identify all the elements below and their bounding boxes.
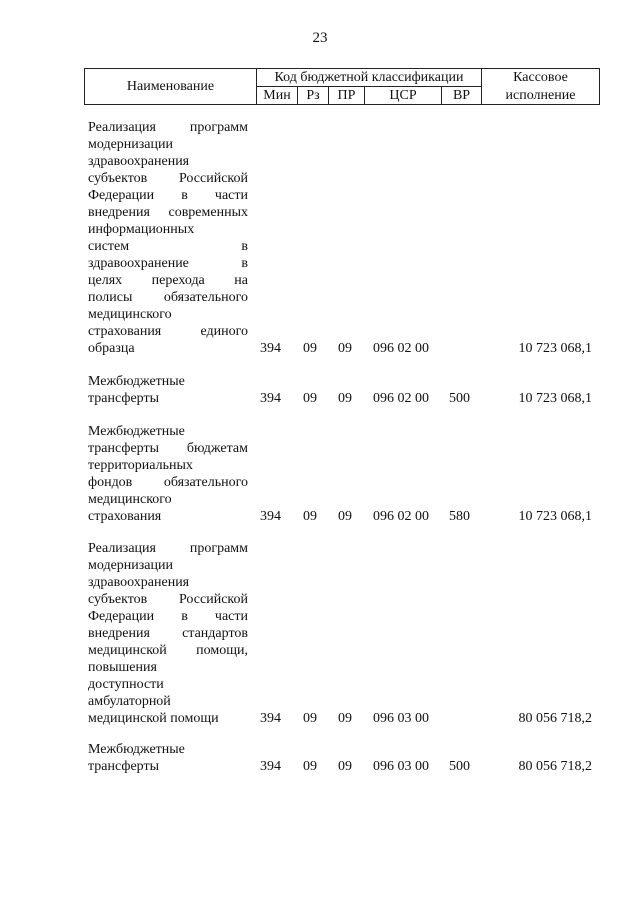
cell-cash: 10 723 068,1 xyxy=(518,391,592,406)
row-name-line: Реализация программ xyxy=(88,120,248,135)
row-name-line: медицинской помощи, xyxy=(88,643,248,658)
cell-csr: 096 02 00 xyxy=(373,341,429,356)
cell-vr: 580 xyxy=(449,509,470,524)
cell-min: 394 xyxy=(260,711,281,726)
row-name-line: медицинской помощи xyxy=(88,711,219,726)
cell-cash: 80 056 718,2 xyxy=(518,711,592,726)
header-name: Наименование xyxy=(126,79,215,94)
cell-rz: 09 xyxy=(303,711,317,726)
row-name-line: модернизации xyxy=(88,558,173,573)
cell-csr: 096 03 00 xyxy=(373,759,429,774)
row-name-line: здравоохранения xyxy=(88,575,190,590)
row-name-line: целях перехода на xyxy=(88,273,248,288)
row-name-line: трансферты бюджетам xyxy=(88,441,248,456)
row-name-line: страхования единого xyxy=(88,324,248,339)
header-cash-line2: исполнение xyxy=(505,88,576,103)
cell-cash: 80 056 718,2 xyxy=(518,759,592,774)
header-rz: Рз xyxy=(306,88,320,103)
row-name-line: страхования xyxy=(88,509,162,524)
header-cash-line1: Кассовое xyxy=(513,70,568,85)
row-name-line: Межбюджетные xyxy=(88,424,185,439)
cell-vr: 500 xyxy=(449,391,470,406)
row-name-line: субъектов Российской xyxy=(88,171,248,186)
page-number: 23 xyxy=(312,30,328,46)
header-code-group: Код бюджетной классификации xyxy=(274,70,464,85)
row-name-line: модернизации xyxy=(88,137,173,152)
table-header xyxy=(84,68,600,105)
row-name-line: систем в xyxy=(88,239,248,254)
cell-rz: 09 xyxy=(303,341,317,356)
row-name xyxy=(88,119,248,357)
cell-rz: 09 xyxy=(303,759,317,774)
row-name-line: Федерации в части xyxy=(88,609,248,624)
table-row xyxy=(88,119,600,357)
cell-pr: 09 xyxy=(338,391,352,406)
row-name xyxy=(88,373,248,407)
row-name-line: здравоохранения xyxy=(88,154,190,169)
row-name-line: трансферты xyxy=(88,759,160,774)
row-name-line: медицинского xyxy=(88,492,172,507)
cell-csr: 096 02 00 xyxy=(373,391,429,406)
row-name-line: трансферты xyxy=(88,391,160,406)
cell-csr: 096 03 00 xyxy=(373,711,429,726)
cell-pr: 09 xyxy=(338,509,352,524)
cell-pr: 09 xyxy=(338,341,352,356)
row-name-line: территориальных xyxy=(88,458,193,473)
row-name-line: Межбюджетные xyxy=(88,742,185,757)
row-name-line: субъектов Российской xyxy=(88,592,248,607)
cell-pr: 09 xyxy=(338,711,352,726)
table-row xyxy=(88,373,600,407)
cell-csr: 096 02 00 xyxy=(373,509,429,524)
row-name-line: Федерации в части xyxy=(88,188,248,203)
row-name xyxy=(88,423,248,525)
header-vr: ВР xyxy=(452,88,471,103)
row-name-line: внедрения стандартов xyxy=(88,626,248,641)
table-row xyxy=(88,741,600,775)
row-name xyxy=(88,741,248,775)
row-name-line: полисы обязательного xyxy=(88,290,248,305)
row-name-line: здравоохранение в xyxy=(88,256,248,271)
row-name-line: амбулаторной xyxy=(88,694,171,709)
row-name-line: фондов обязательного xyxy=(88,475,248,490)
cell-min: 394 xyxy=(260,759,281,774)
cell-vr: 500 xyxy=(449,759,470,774)
cell-cash: 10 723 068,1 xyxy=(518,509,592,524)
cell-rz: 09 xyxy=(303,391,317,406)
header-pr: ПР xyxy=(337,88,356,103)
cell-min: 394 xyxy=(260,509,281,524)
row-name-line: внедрения современных xyxy=(88,205,248,220)
cell-pr: 09 xyxy=(338,759,352,774)
row-name-line: Реализация программ xyxy=(88,541,248,556)
row-name xyxy=(88,540,248,727)
row-name-line: доступности xyxy=(88,677,164,692)
row-name-line: образца xyxy=(88,341,135,356)
cell-cash: 10 723 068,1 xyxy=(518,341,592,356)
header-min: Мин xyxy=(263,88,291,103)
row-name-line: информационных xyxy=(88,222,195,237)
cell-min: 394 xyxy=(260,341,281,356)
row-name-line: медицинского xyxy=(88,307,172,322)
cell-rz: 09 xyxy=(303,509,317,524)
row-name-line: Межбюджетные xyxy=(88,374,185,389)
table-row xyxy=(88,423,600,525)
cell-min: 394 xyxy=(260,391,281,406)
row-name-line: повышения xyxy=(88,660,157,675)
table-row xyxy=(88,540,600,727)
header-csr: ЦСР xyxy=(389,88,417,103)
